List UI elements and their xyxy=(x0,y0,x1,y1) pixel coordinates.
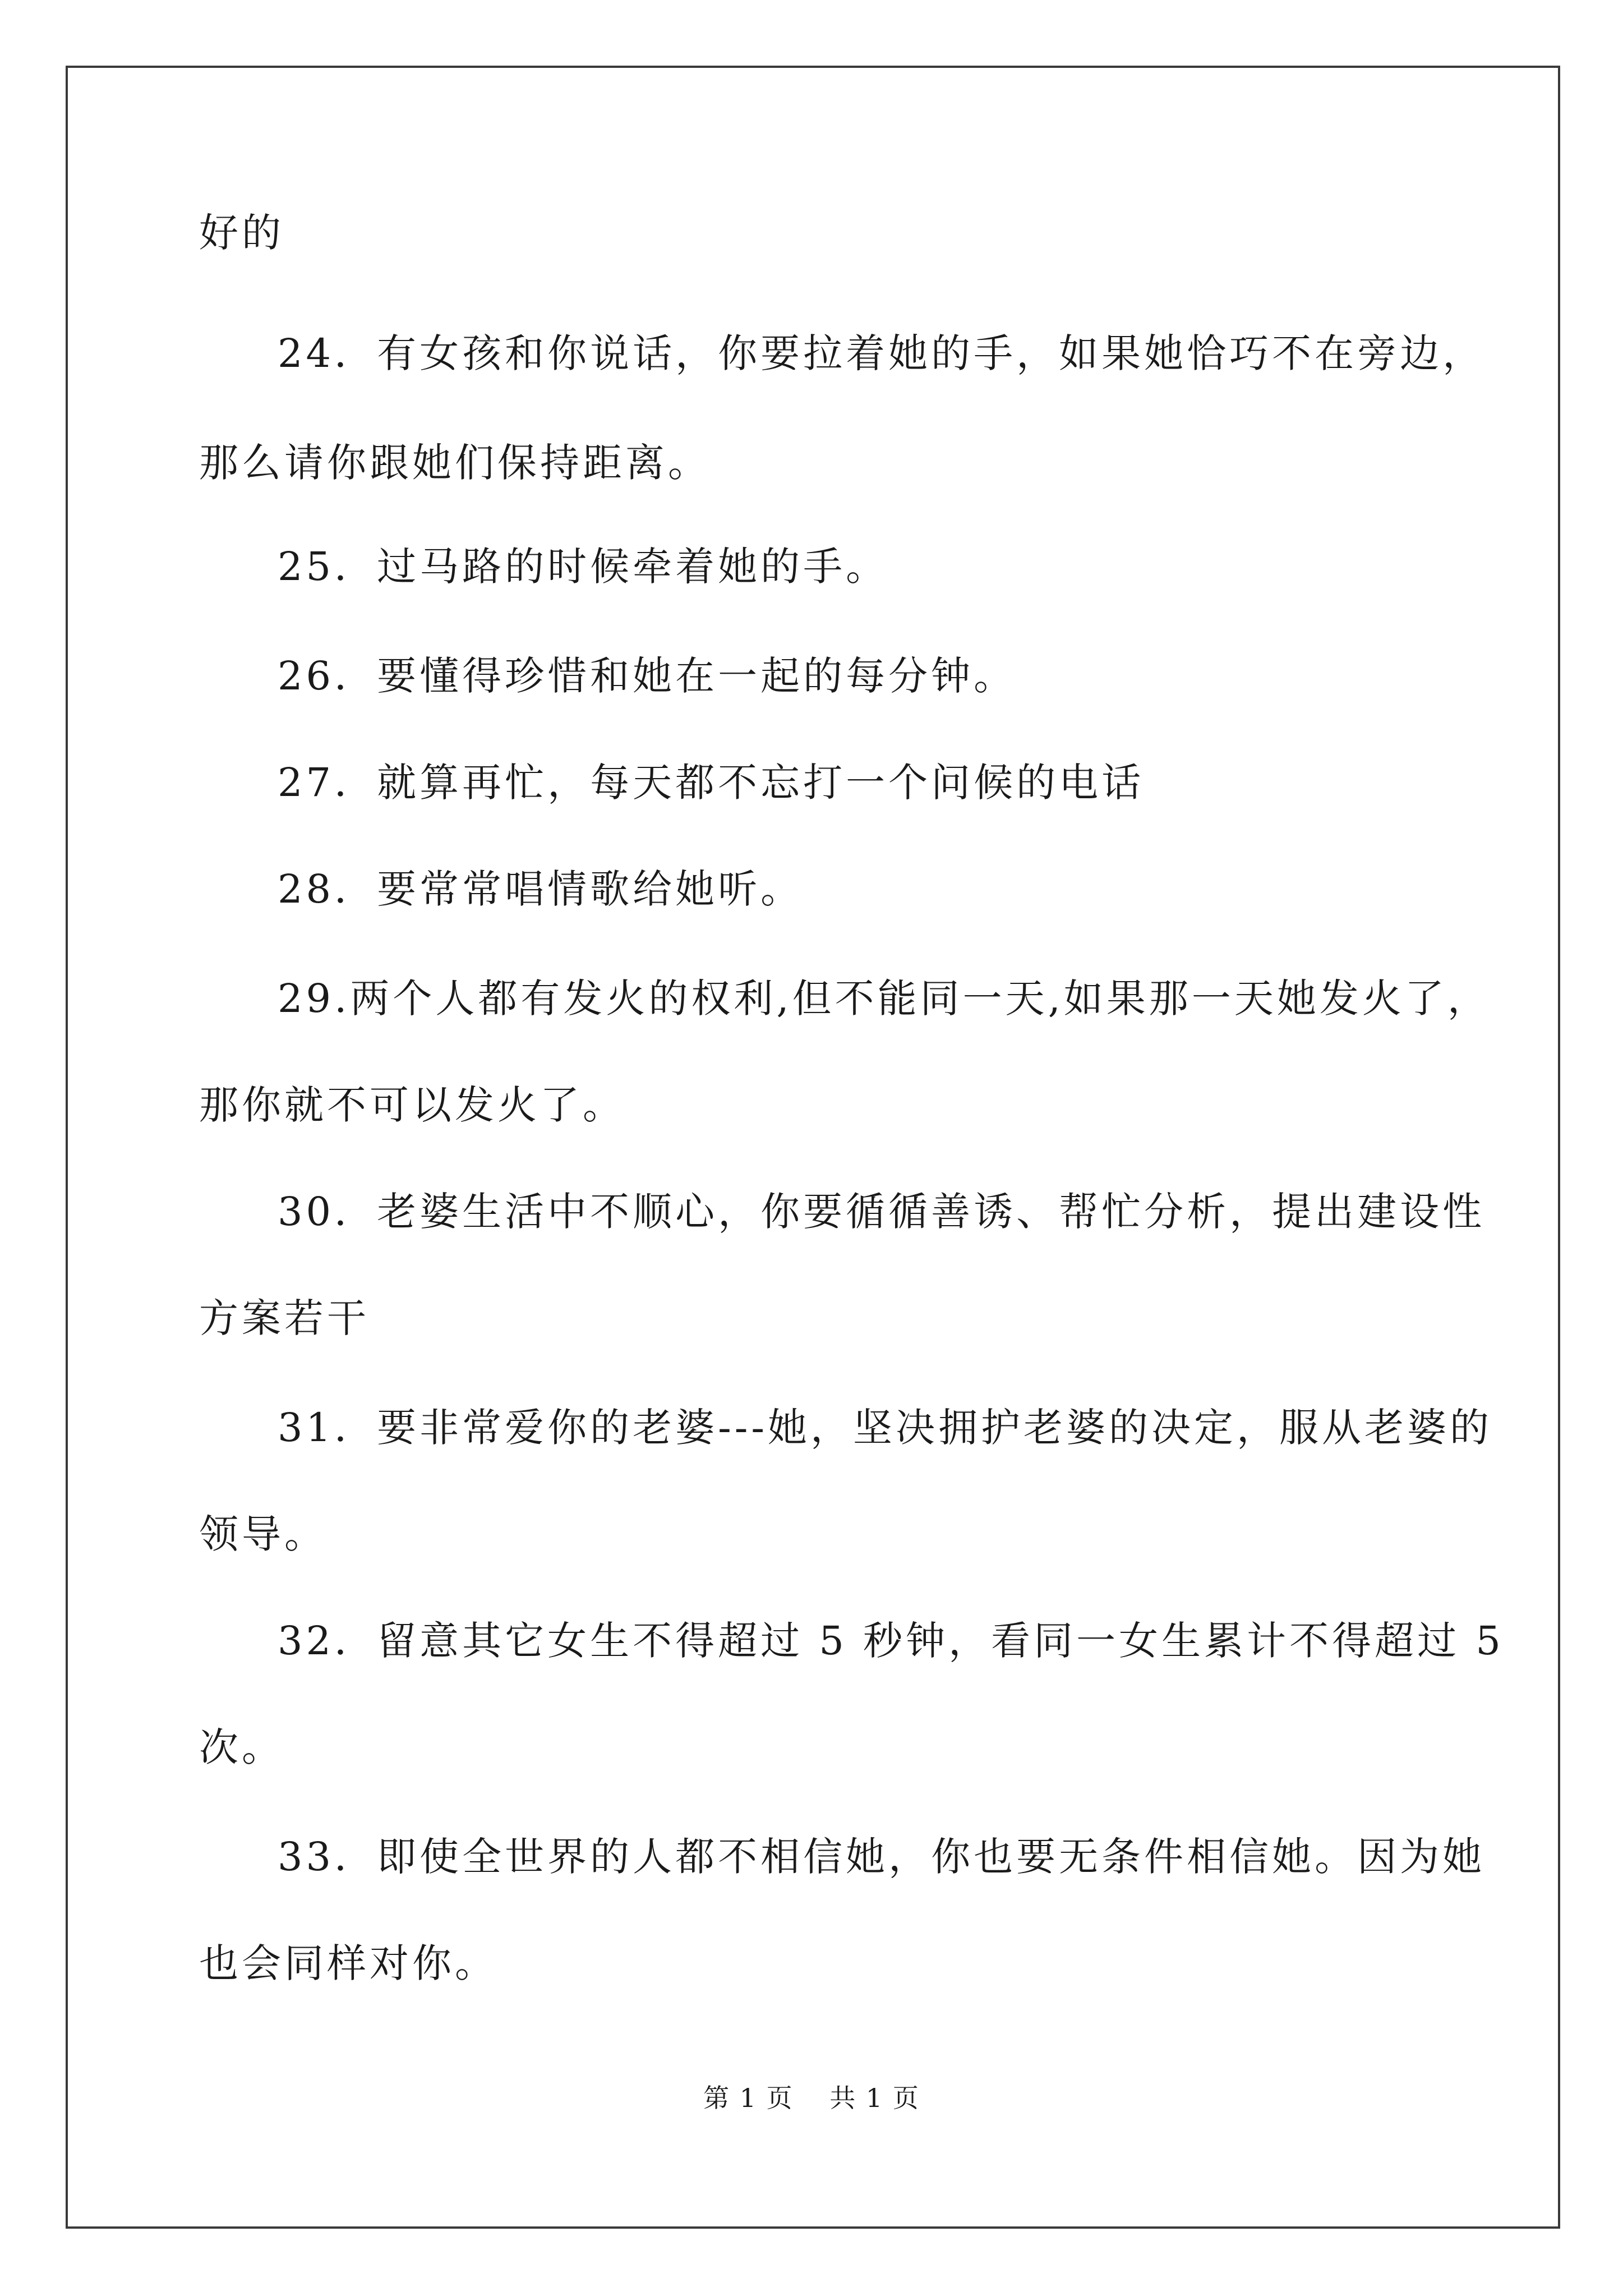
text-line-5: 26．要懂得珍惜和她在一起的每分钟。 xyxy=(278,653,1017,699)
text-line-14: 32．留意其它女生不得超过 5 秒钟，看同一女生累计不得超过 5 xyxy=(278,1618,1504,1664)
page-number-footer: 第 1 页 共 1 页 xyxy=(703,2083,920,2113)
text-line-10: 30．老婆生活中不顺心，你要循循善诱、帮忙分析，提出建设性 xyxy=(278,1189,1486,1235)
text-line-8: 29.两个人都有发火的权利,但不能同一天,如果那一天她发火了， xyxy=(278,976,1490,1022)
text-line-11: 方案若干 xyxy=(199,1295,370,1341)
page-border xyxy=(66,66,1560,2229)
text-line-7: 28．要常常唱情歌给她听。 xyxy=(278,866,804,912)
text-line-9: 那你就不可以发火了。 xyxy=(199,1082,625,1128)
text-line-4: 25．过马路的时候牵着她的手。 xyxy=(278,544,889,590)
text-line-15: 次。 xyxy=(199,1724,284,1770)
text-line-2: 24．有女孩和你说话，你要拉着她的手，如果她恰巧不在旁边， xyxy=(278,330,1486,376)
text-line-12: 31．要非常爱你的老婆---她，坚决拥护老婆的决定，服从老婆的 xyxy=(278,1405,1493,1451)
text-line-17: 也会同样对你。 xyxy=(199,1940,497,1986)
text-line-6: 27．就算再忙，每天都不忘打一个问候的电话 xyxy=(278,760,1145,806)
text-line-3: 那么请你跟她们保持距离。 xyxy=(199,440,711,486)
text-line-1: 好的 xyxy=(199,210,284,256)
text-line-16: 33．即使全世界的人都不相信她，你也要无条件相信她。因为她 xyxy=(278,1834,1486,1880)
text-line-13: 领导。 xyxy=(199,1511,327,1557)
